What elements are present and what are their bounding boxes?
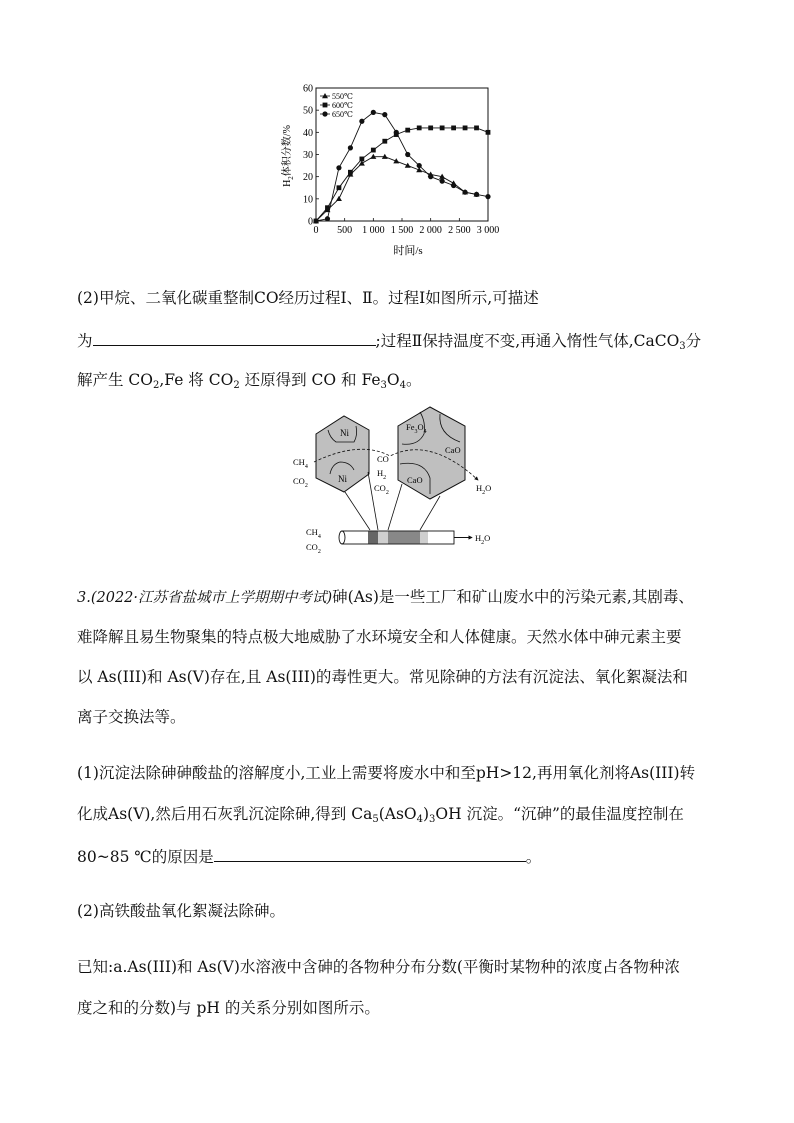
y-tick-label: 50 [303,105,313,117]
y-tick-label: 0 [308,216,313,228]
mid-h2-label: $H_2$ [377,468,387,481]
h2-volume-fraction-chart [276,78,526,258]
data-point [428,126,433,131]
legend-entry: 550℃ [332,92,353,101]
series-line-2 [316,112,488,221]
known-line-1: 已知:a.As(III)和 As(V)水溶液中含砷的各物种分布分数(平衡时某物种的浓度占各物种浓 [77,958,680,976]
x-tick-label: 500 [337,225,353,236]
inlet-ch4-label: $CH_4$ [293,457,308,470]
mid-co2-label: $CO_2$ [374,483,389,496]
inlet-co2-label: $CO_2$ [293,476,308,489]
x-tick-label: 0 [313,225,319,236]
data-point [486,130,491,135]
water-out-label: $H_2O$ [476,483,492,496]
data-point [359,119,364,124]
x-tick-label: 1 500 [390,225,414,236]
x-tick-label: 2 500 [448,225,471,236]
data-point [337,185,342,190]
known-line-2: 度之和的分数)与 pH 的关系分别如图所示。 [77,999,380,1017]
y-tick-label: 20 [303,172,313,184]
x-tick-label: 2 000 [419,225,442,236]
data-point [417,163,422,168]
data-point [313,218,318,223]
part-1-line-1: (1)沉淀法除砷砷酸盐的溶解度小,工业上需要将废水中和至pH>12,再用氧化剂将As(III)转 [77,764,696,782]
legend-marker [323,103,328,108]
cao-label-right: CaO [445,445,461,455]
data-point [348,170,353,175]
data-point [348,145,353,150]
question-2-line-3: 解产生 $CO_2,Fe$ 将 $CO_2$ 还原得到 CO 和 $Fe_3O_4$。 [77,371,422,391]
question-3-source: 3.(2022·江苏省盐城市上学期期中考试) [77,590,333,606]
data-point [325,216,330,221]
reactor-process-diagram [290,402,510,560]
data-point [417,126,422,131]
data-point [451,183,456,188]
x-tick-label: 1 000 [362,225,385,236]
question-2-line-1: (2)甲烷、二氧化碳重整制CO经历过程Ⅰ、Ⅱ。过程Ⅰ如图所示,可描述 [77,289,539,307]
x-tick-label: 3 000 [476,225,500,236]
data-point [485,194,490,199]
data-point [336,165,341,170]
part-1-line-2: 化成As(V),然后用石灰乳沉淀除砷,得到 $Ca_5(AsO_4)_3OH$ 沉淀。“沉砷”的最佳温度控制在 [77,805,684,825]
series-line-1 [316,128,488,221]
data-point [451,126,456,131]
question-3-line-1: 3.(2022·江苏省盐城市上学期期中考试)砷(As)是一些工厂和矿山废水中的污染元素,其剧毒、 [77,588,694,606]
part-2-line-1: (2)高铁酸盐氧化絮凝法除砷。 [77,902,285,920]
ni-label-top: Ni [340,428,349,438]
answer-blank-2[interactable] [214,845,526,862]
ni-label-bottom: Ni [338,474,347,484]
data-point [440,179,445,184]
question-2-line-2: 为 ;过程Ⅱ保持温度不变,再通入惰性气体,CaCO$_3$分 [77,329,727,351]
legend-entry: 600℃ [332,101,353,110]
y-tick-label: 30 [303,150,313,161]
y-tick-label: 60 [303,83,313,95]
mid-co-label: CO [377,454,389,464]
data-point [371,110,376,115]
answer-blank-1[interactable] [93,329,376,346]
data-point [394,130,399,135]
question-3-line-4: 离子交换法等。 [77,708,186,726]
data-point [405,128,410,133]
y-tick-label: 10 [303,194,313,206]
y-axis-label: $H_2$体积分数/% [282,125,295,187]
data-point [463,126,468,131]
data-point [474,126,479,131]
fe3o4-label: $Fe_3O_4$ [406,422,427,435]
question-3-line-2: 难降解且易生物聚集的特点极大地威胁了水环境安全和人体健康。天然水体中砷元素主要 [77,628,682,646]
legend-entry: 650℃ [332,110,353,119]
data-point [462,190,467,195]
x-axis-label: 时间/s [393,245,423,257]
data-point [405,152,410,157]
data-point [428,174,433,179]
tube-outlet-h2o-label: $H_2O$ [475,533,491,546]
reactor-tube [339,531,454,544]
data-point [359,157,364,162]
tube-inlet-ch4-label: $CH_4$ [306,527,321,540]
part-1-line-3: 80~85 ℃的原因是 。 [77,845,727,867]
data-point [382,112,387,117]
data-point [382,139,387,144]
legend-marker [322,93,328,98]
data-point [336,196,342,201]
question-3-line-3: 以 As(III)和 As(V)存在,且 As(III)的毒性更大。常见除砷的方法有沉淀法、氧化絮凝法和 [77,668,688,686]
legend-marker [322,111,327,116]
y-tick-label: 40 [303,127,313,139]
data-point [440,126,445,131]
cao-label-left: CaO [407,475,423,485]
data-point [371,148,376,153]
tube-inlet-co2-label: $CO_2$ [306,542,321,555]
data-point [474,192,479,197]
